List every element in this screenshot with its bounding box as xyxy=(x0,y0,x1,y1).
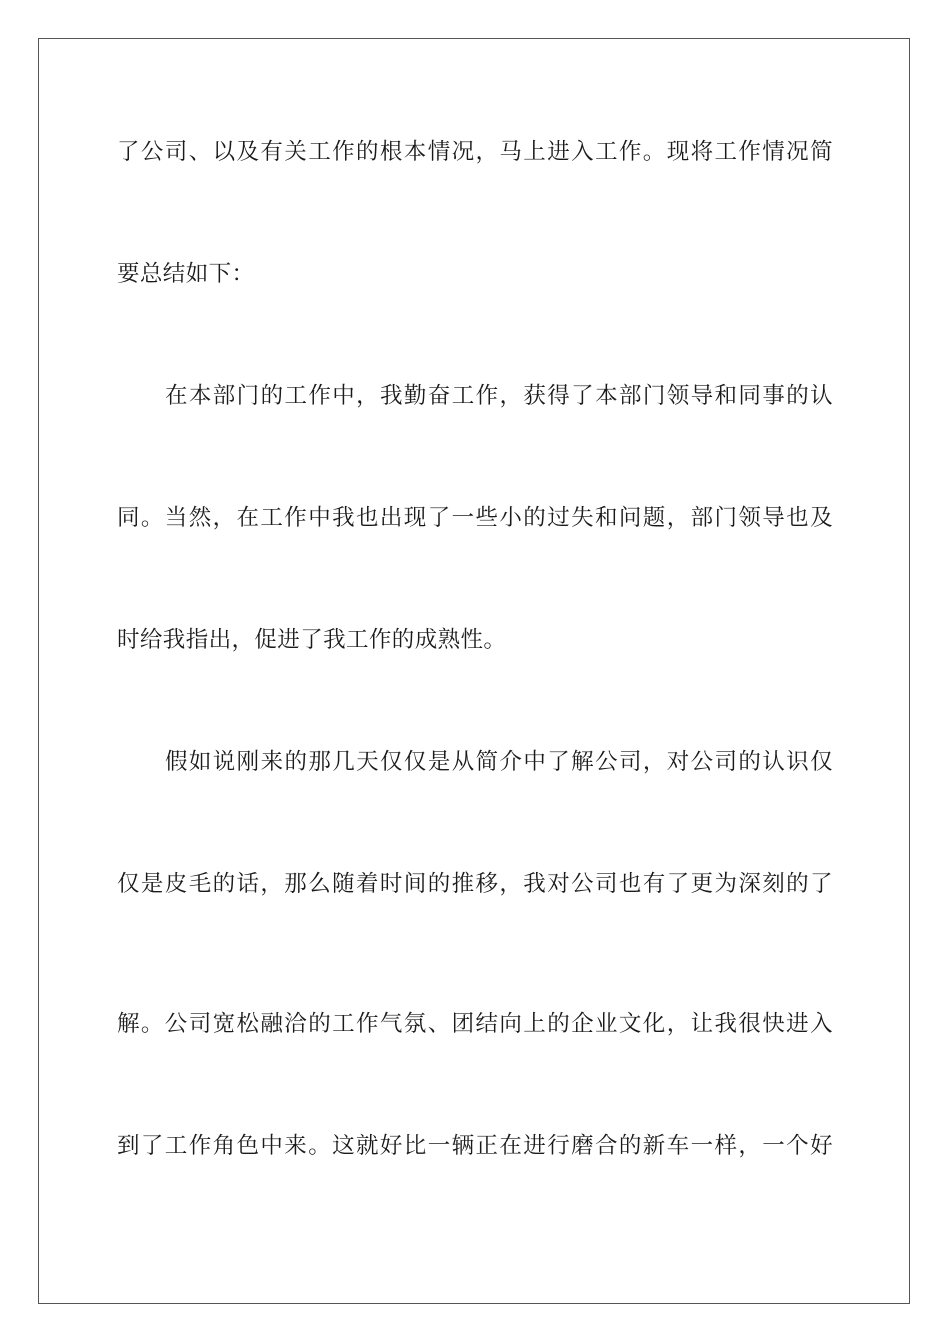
page-frame xyxy=(38,38,910,1304)
text-line-9: 到了工作角色中来。这就好比一辆正在进行磨合的新车一样，一个好 xyxy=(117,1133,833,1159)
text-line-5: 时给我指出，促进了我工作的成熟性。 xyxy=(117,627,507,653)
text-line-7: 仅是皮毛的话，那么随着时间的推移，我对公司也有了更为深刻的了 xyxy=(117,871,833,897)
text-line-2: 要总结如下： xyxy=(117,261,255,287)
text-line-4: 同。当然，在工作中我也出现了一些小的过失和问题，部门领导也及 xyxy=(117,505,833,531)
text-line-3: 在本部门的工作中，我勤奋工作，获得了本部门领导和同事的认 xyxy=(165,383,833,409)
text-line-6: 假如说刚来的那几天仅仅是从简介中了解公司，对公司的认识仅 xyxy=(165,749,833,775)
text-line-1: 了公司、以及有关工作的根本情况，马上进入工作。现将工作情况简 xyxy=(117,139,833,165)
text-line-8: 解。公司宽松融洽的工作气氛、团结向上的企业文化，让我很快进入 xyxy=(117,1011,833,1037)
